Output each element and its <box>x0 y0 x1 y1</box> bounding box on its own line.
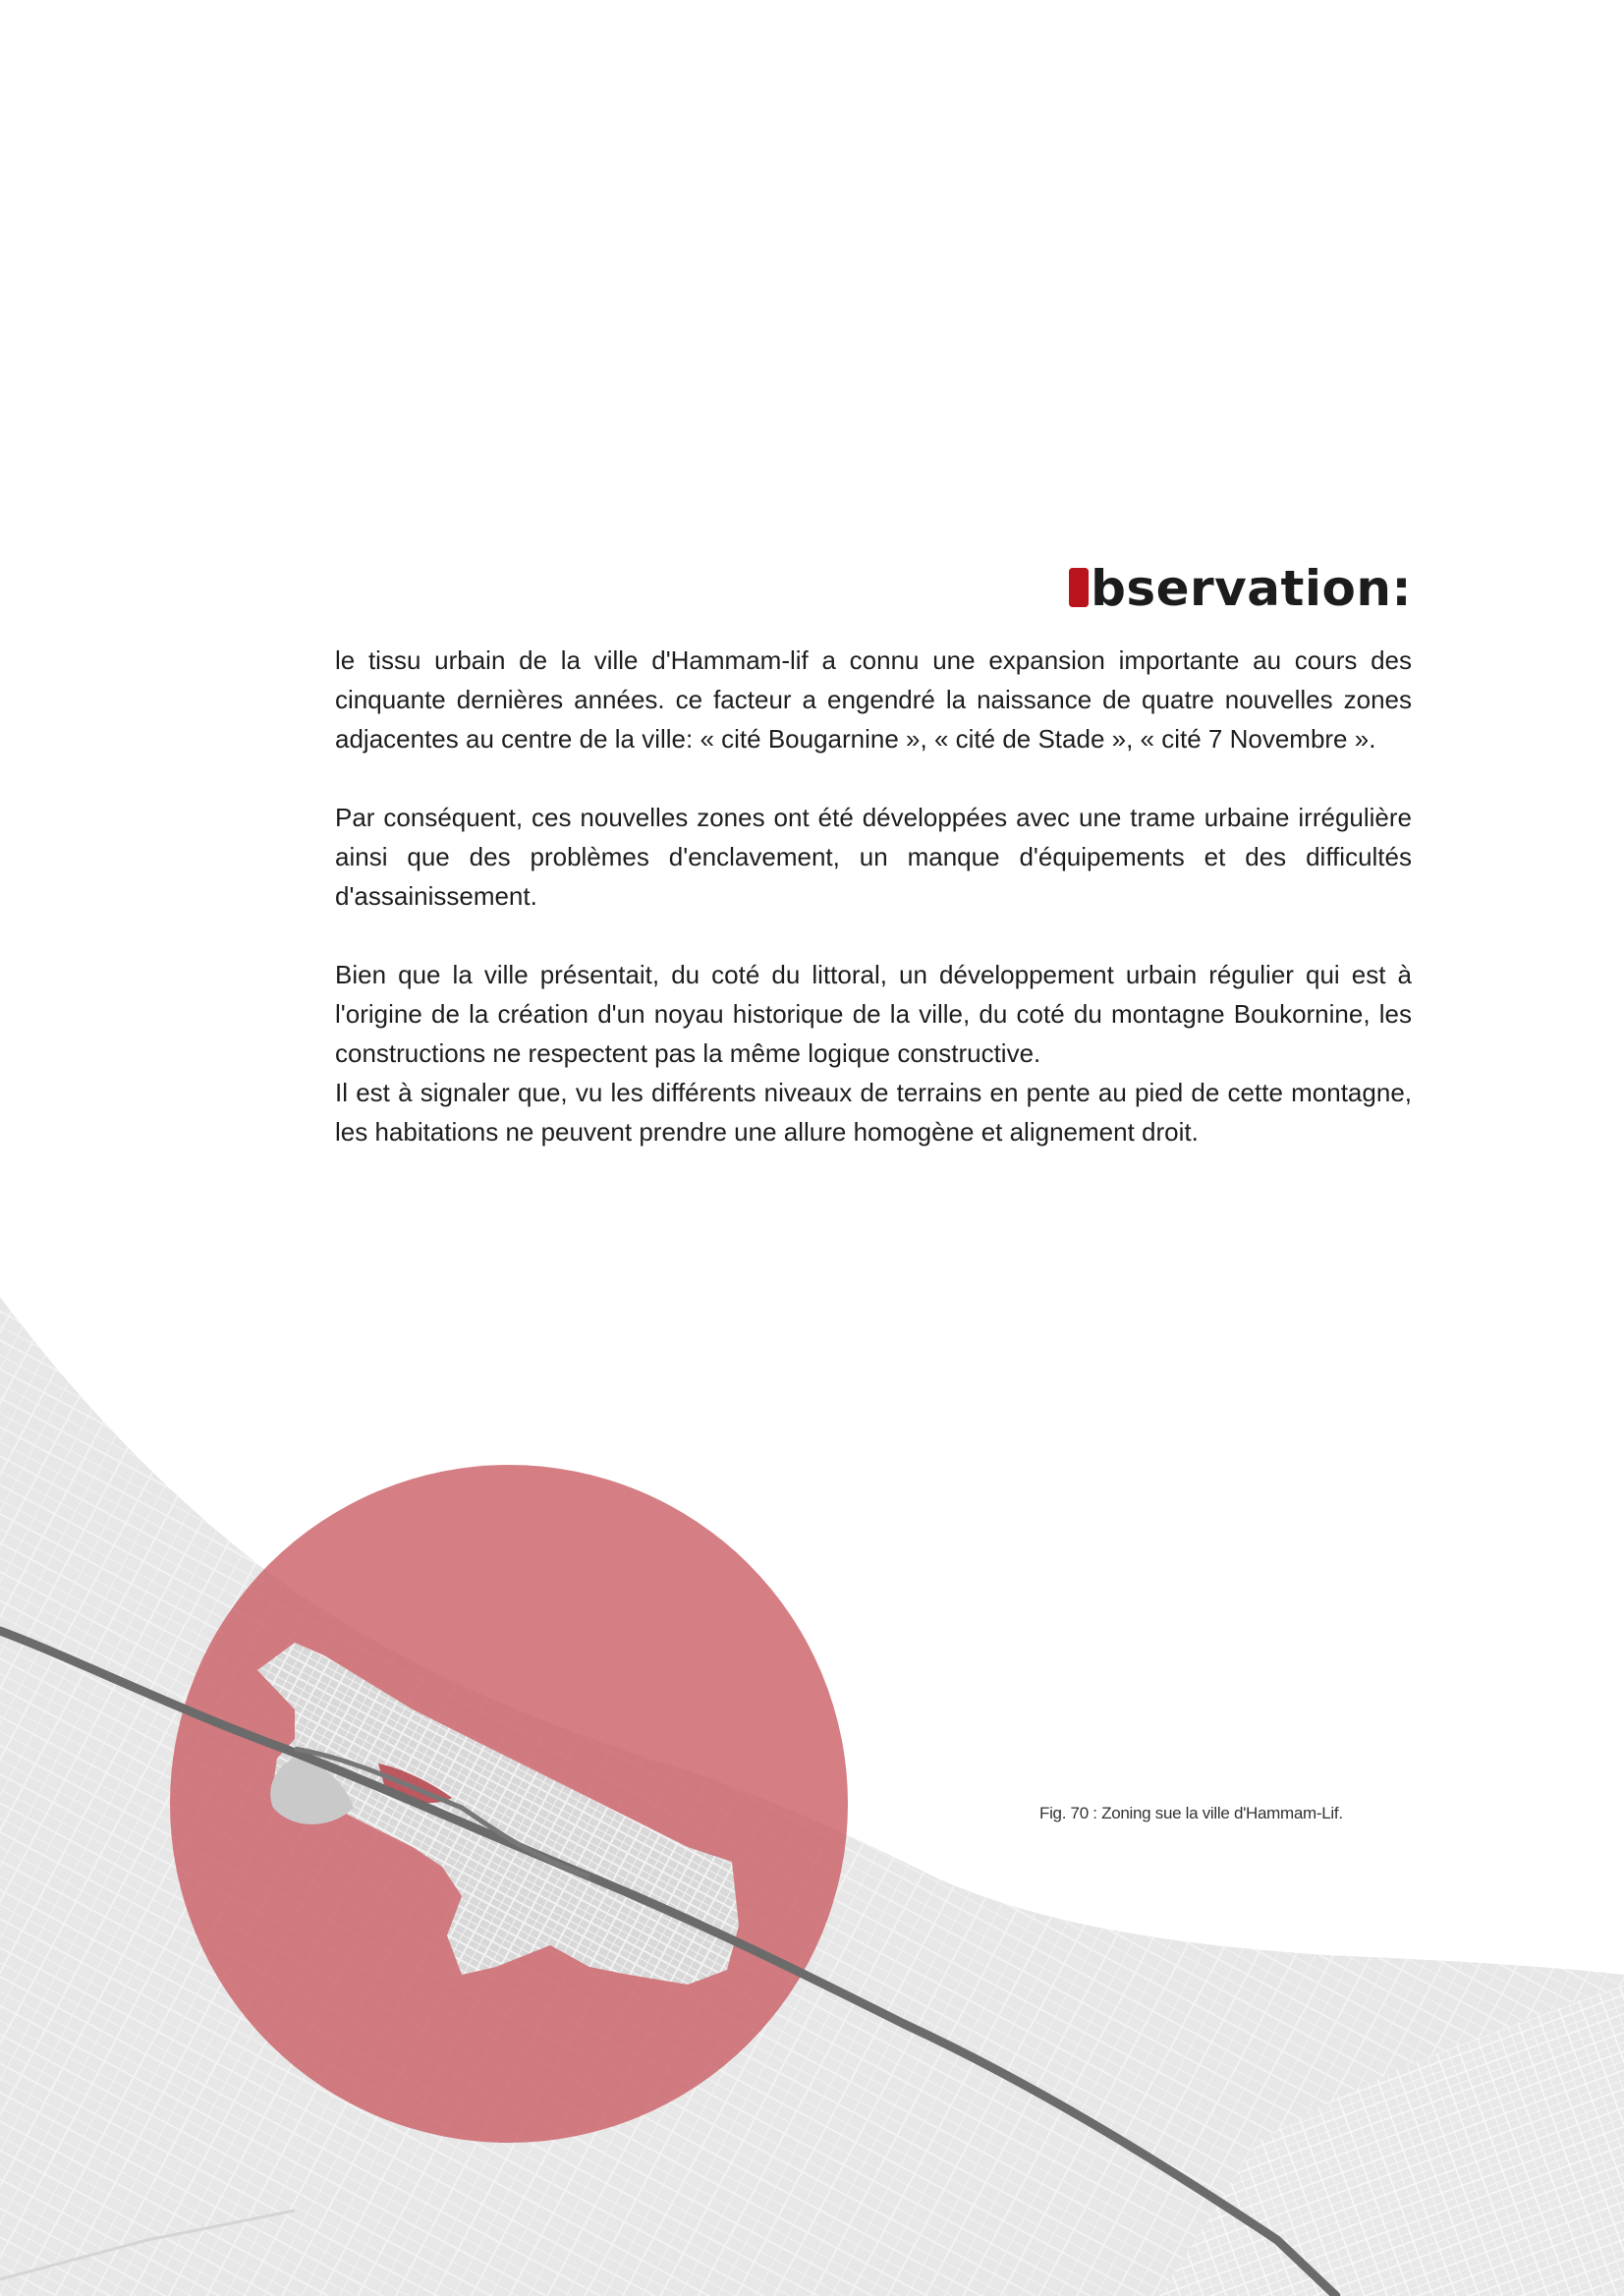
zoning-map-figure <box>0 1297 1624 2296</box>
page-title <box>1069 560 1412 617</box>
title-text: bservation: <box>1091 559 1412 617</box>
paragraph-4: Il est à signaler que, vu les différents niveaux de terrains en pente au pied de cette montagne, les habitations ne peuvent prendre une allure homogène et alignement droit. <box>335 1078 1412 1147</box>
body-text <box>335 641 1412 1191</box>
paragraph-2: Par conséquent, ces nouvelles zones ont été développées avec une trame urbaine irrégulière ainsi que des problèmes d'enclavement, un manque d'équipements et des difficultés d'assainissement. <box>335 803 1412 911</box>
paragraph-1: le tissu urbain de la ville d'Hammam-lif a connu une expansion importante au cours des cinquante dernières années. ce facteur a engendré la naissance de quatre nouvelles zones adjacentes au centre de la ville: « cité Bougarnine », « cité de Stade », « cité 7 Novembre ». <box>335 645 1412 754</box>
figure-caption: Fig. 70 : Zoning sue la ville d'Hammam-Lif. <box>1039 1804 1343 1822</box>
zoning-map <box>0 1297 1624 2296</box>
paragraph-3: Bien que la ville présentait, du coté du littoral, un développement urbain régulier qui est à l'origine de la création d'un noyau historique de la ville, du coté du montagne Boukornine, les constructions ne respectent pas la même logique constructive. <box>335 960 1412 1068</box>
title-initial-letter: O <box>1069 568 1089 607</box>
